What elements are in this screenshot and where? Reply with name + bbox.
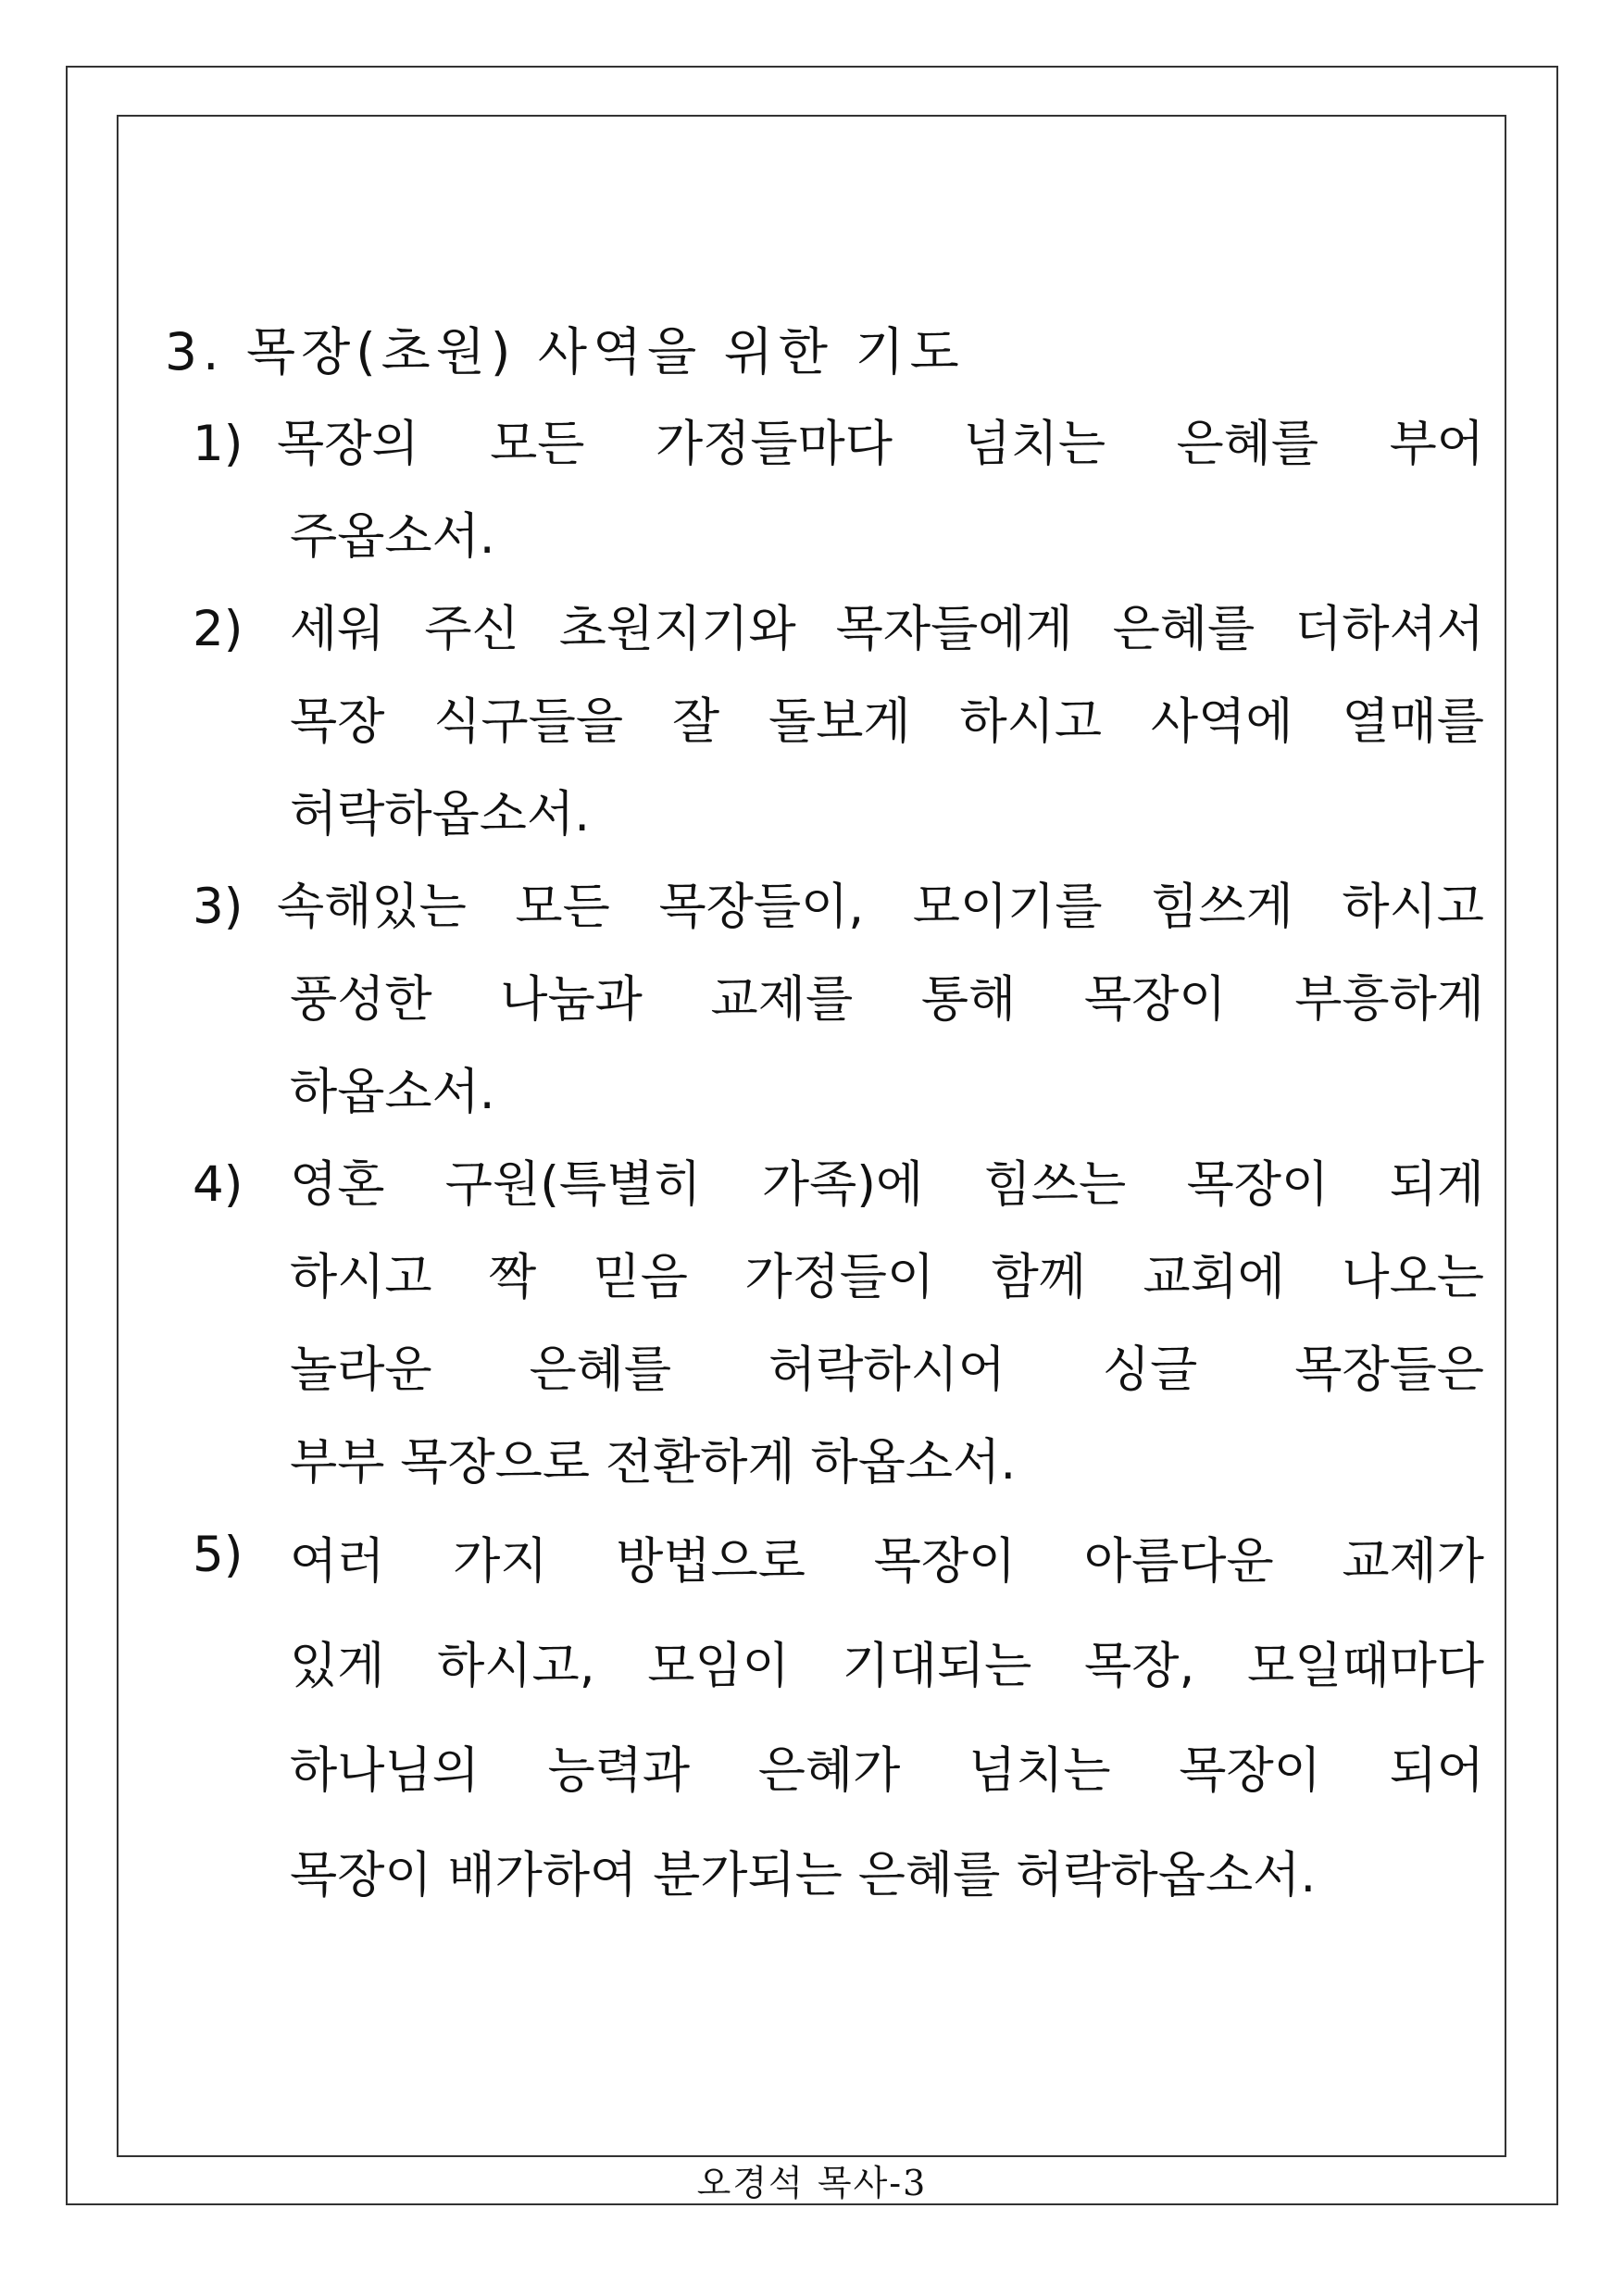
item-line: 허락하옵소서. <box>290 786 591 842</box>
item-text <box>290 1509 1484 1928</box>
prayer-item-1 <box>193 398 1485 583</box>
item-line: 하옵소서. <box>290 1064 495 1120</box>
item-line: 있게 하시고, 모임이 기대되는 목장, 모일때마다 <box>290 1638 1484 1694</box>
prayer-item-5 <box>193 1509 1485 1928</box>
item-number: 3) <box>193 879 244 935</box>
item-text <box>290 1139 1484 1509</box>
section-heading: 3. 목장(초원) 사역을 위한 기도 <box>165 322 965 381</box>
item-line: 여러 가지 방법으로 목장이 아름다운 교제가 <box>290 1533 1484 1590</box>
item-text <box>277 861 1484 1139</box>
item-line: 영혼 구원(특별히 가족)에 힘쓰는 목장이 되게 <box>290 1156 1484 1213</box>
item-line: 하시고 짝 믿음 가정들이 함께 교회에 나오는 <box>290 1249 1484 1305</box>
item-number: 5) <box>193 1527 244 1583</box>
item-line: 목장의 모든 가정들마다 넘치는 은혜를 부어 <box>277 416 1484 472</box>
item-text <box>277 398 1484 583</box>
item-line: 목장 식구들을 잘 돌보게 하시고 사역에 열매를 <box>290 693 1484 750</box>
item-line: 목장이 배가하여 분가되는 은혜를 허락하옵소서. <box>290 1847 1317 1903</box>
item-number: 1) <box>193 416 244 472</box>
item-number: 2) <box>193 601 244 657</box>
item-line: 속해있는 모든 목장들이, 모이기를 힘쓰게 하시고 <box>277 879 1484 935</box>
item-line: 세워 주신 초원지기와 목자들에게 은혜를 더하셔서 <box>290 601 1484 657</box>
item-text <box>290 583 1484 861</box>
prayer-item-3 <box>193 861 1485 1139</box>
prayer-item-4 <box>193 1139 1485 1509</box>
page-footer: 오경석 목사-3 <box>696 2163 928 2203</box>
item-line: 풍성한 나눔과 교제를 통해 목장이 부흥하게 <box>290 971 1484 1028</box>
item-line: 부부 목장으로 전환하게 하옵소서. <box>290 1434 1017 1491</box>
item-line: 주옵소서. <box>290 508 495 565</box>
item-line: 하나님의 능력과 은혜가 넘치는 목장이 되어 <box>290 1742 1484 1799</box>
item-number: 4) <box>193 1156 244 1213</box>
item-line: 놀라운 은혜를 허락하시어 싱글 목장들은 <box>290 1341 1484 1398</box>
prayer-item-2 <box>193 583 1485 861</box>
prayer-section <box>165 306 1485 1928</box>
